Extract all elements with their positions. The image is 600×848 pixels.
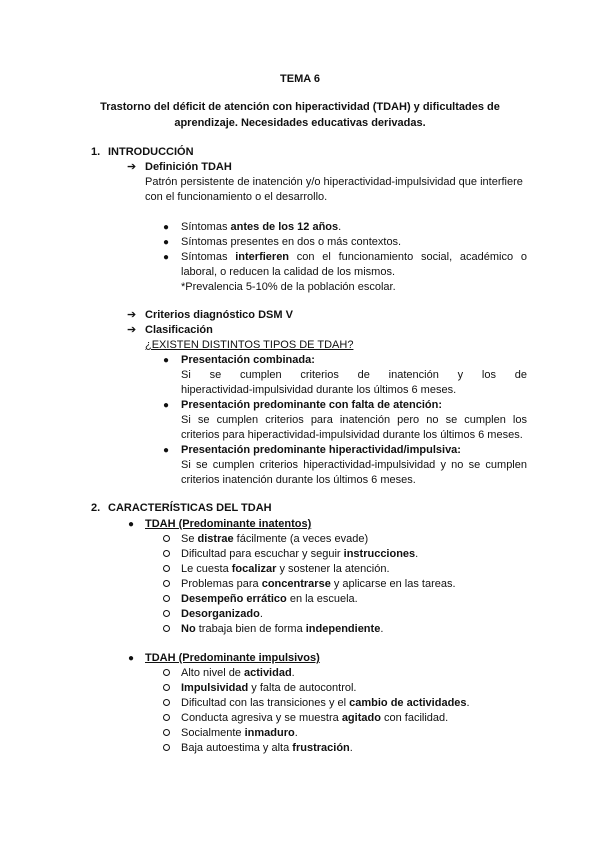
classification-heading: Clasificación (145, 324, 213, 336)
arrow-icon: ➔ (127, 309, 137, 321)
circle-bullet-icon (163, 696, 170, 711)
subtitle-line-2: aprendizaje. Necesidades educativas derivadas. (174, 117, 426, 129)
circle-bullet-icon (163, 726, 170, 741)
circle-bullet-icon (163, 592, 170, 607)
bullet-icon: ● (128, 653, 135, 664)
presentation-3-line-2: criterios inatención durante los últimos 6 meses. (181, 474, 416, 486)
presentation-1-title: Presentación combinada: (181, 354, 315, 366)
inattentive-group-title: TDAH (Predominante inatentos) (145, 518, 312, 530)
bullet-icon: ● (163, 355, 170, 366)
presentation-1-line-2: hiperactividad-impulsividad durante los últimos 6 meses. (181, 384, 457, 396)
inattentive-item-5: Desempeño errático en la escuela. (181, 593, 358, 605)
bullet-icon: ● (163, 252, 170, 263)
circle-bullet-icon (163, 547, 170, 562)
bullet-icon: ● (128, 519, 135, 530)
inattentive-item-2: Dificultad para escuchar y seguir instrucciones. (181, 548, 419, 560)
circle-bullet-icon (163, 711, 170, 726)
circle-bullet-icon (163, 607, 170, 622)
arrow-icon: ➔ (127, 161, 137, 173)
section-1-heading: INTRODUCCIÓN (108, 146, 194, 158)
symptom-item-2: Síntomas presentes en dos o más contextos. (181, 236, 402, 248)
circle-bullet-icon (163, 577, 170, 592)
symptom-item-3: Síntomas interfieren con el funcionamiento social, académico o (181, 251, 527, 263)
definition-heading: Definición TDAH (145, 161, 232, 173)
presentation-2-title: Presentación predominante con falta de atención: (181, 399, 442, 411)
impulsive-item-3: Dificultad con las transiciones y el cambio de actividades. (181, 697, 470, 709)
definition-line-2: con el funcionamiento o el desarrollo. (145, 191, 328, 203)
arrow-icon: ➔ (127, 324, 137, 336)
circle-bullet-icon (163, 666, 170, 681)
presentation-1-line-1: Si se cumplen criterios de inatención y los de (181, 369, 527, 381)
criteria-heading: Criterios diagnóstico DSM V (145, 309, 293, 321)
page-title: TEMA 6 (280, 73, 320, 85)
circle-bullet-icon (163, 741, 170, 756)
impulsive-item-5: Socialmente inmaduro. (181, 727, 298, 739)
prevalence-note: *Prevalencia 5-10% de la población escolar. (181, 281, 396, 293)
bullet-icon: ● (163, 400, 170, 411)
presentation-2-line-2: criterios para hiperactividad-impulsividad durante los últimos 6 meses. (181, 429, 523, 441)
presentation-3-title: Presentación predominante hiperactividad/impulsiva: (181, 444, 461, 456)
inattentive-item-6: Desorganizado. (181, 608, 263, 620)
presentation-2-line-1: Si se cumplen criterios para inatención pero no se cumplen los (181, 414, 527, 426)
impulsive-item-6: Baja autoestima y alta frustración. (181, 742, 353, 754)
section-1-number: 1. (91, 146, 101, 158)
bullet-icon: ● (163, 237, 170, 248)
bullet-icon: ● (163, 222, 170, 233)
impulsive-item-4: Conducta agresiva y se muestra agitado con facilidad. (181, 712, 449, 724)
circle-bullet-icon (163, 532, 170, 547)
inattentive-item-1: Se distrae fácilmente (a veces evade) (181, 533, 369, 545)
bullet-icon: ● (163, 445, 170, 456)
inattentive-item-4: Problemas para concentrarse y aplicarse en las tareas. (181, 578, 456, 590)
symptom-item-1: Síntomas antes de los 12 años. (181, 221, 342, 233)
impulsive-group-title: TDAH (Predominante impulsivos) (145, 652, 320, 664)
impulsive-item-1: Alto nivel de actividad. (181, 667, 295, 679)
presentation-3-line-1: Si se cumplen criterios hiperactividad-impulsividad y no se cumplen (181, 459, 527, 471)
section-2-heading: CARACTERÍSTICAS DEL TDAH (108, 502, 272, 514)
circle-bullet-icon (163, 622, 170, 637)
inattentive-item-3: Le cuesta focalizar y sostener la atención. (181, 563, 390, 575)
impulsive-item-2: Impulsividad y falta de autocontrol. (181, 682, 357, 694)
section-2-number: 2. (91, 502, 101, 514)
circle-bullet-icon (163, 681, 170, 696)
types-question: ¿EXISTEN DISTINTOS TIPOS DE TDAH? (145, 339, 354, 351)
subtitle-line-1: Trastorno del déficit de atención con hiperactividad (TDAH) y dificultades de (100, 101, 500, 113)
symptom-item-3-line-2: laboral, o reducen la calidad de los mismos. (181, 266, 396, 278)
inattentive-item-7: No trabaja bien de forma independiente. (181, 623, 384, 635)
definition-line-1: Patrón persistente de inatención y/o hiperactividad-impulsividad que interfiere (145, 176, 523, 188)
circle-bullet-icon (163, 562, 170, 577)
